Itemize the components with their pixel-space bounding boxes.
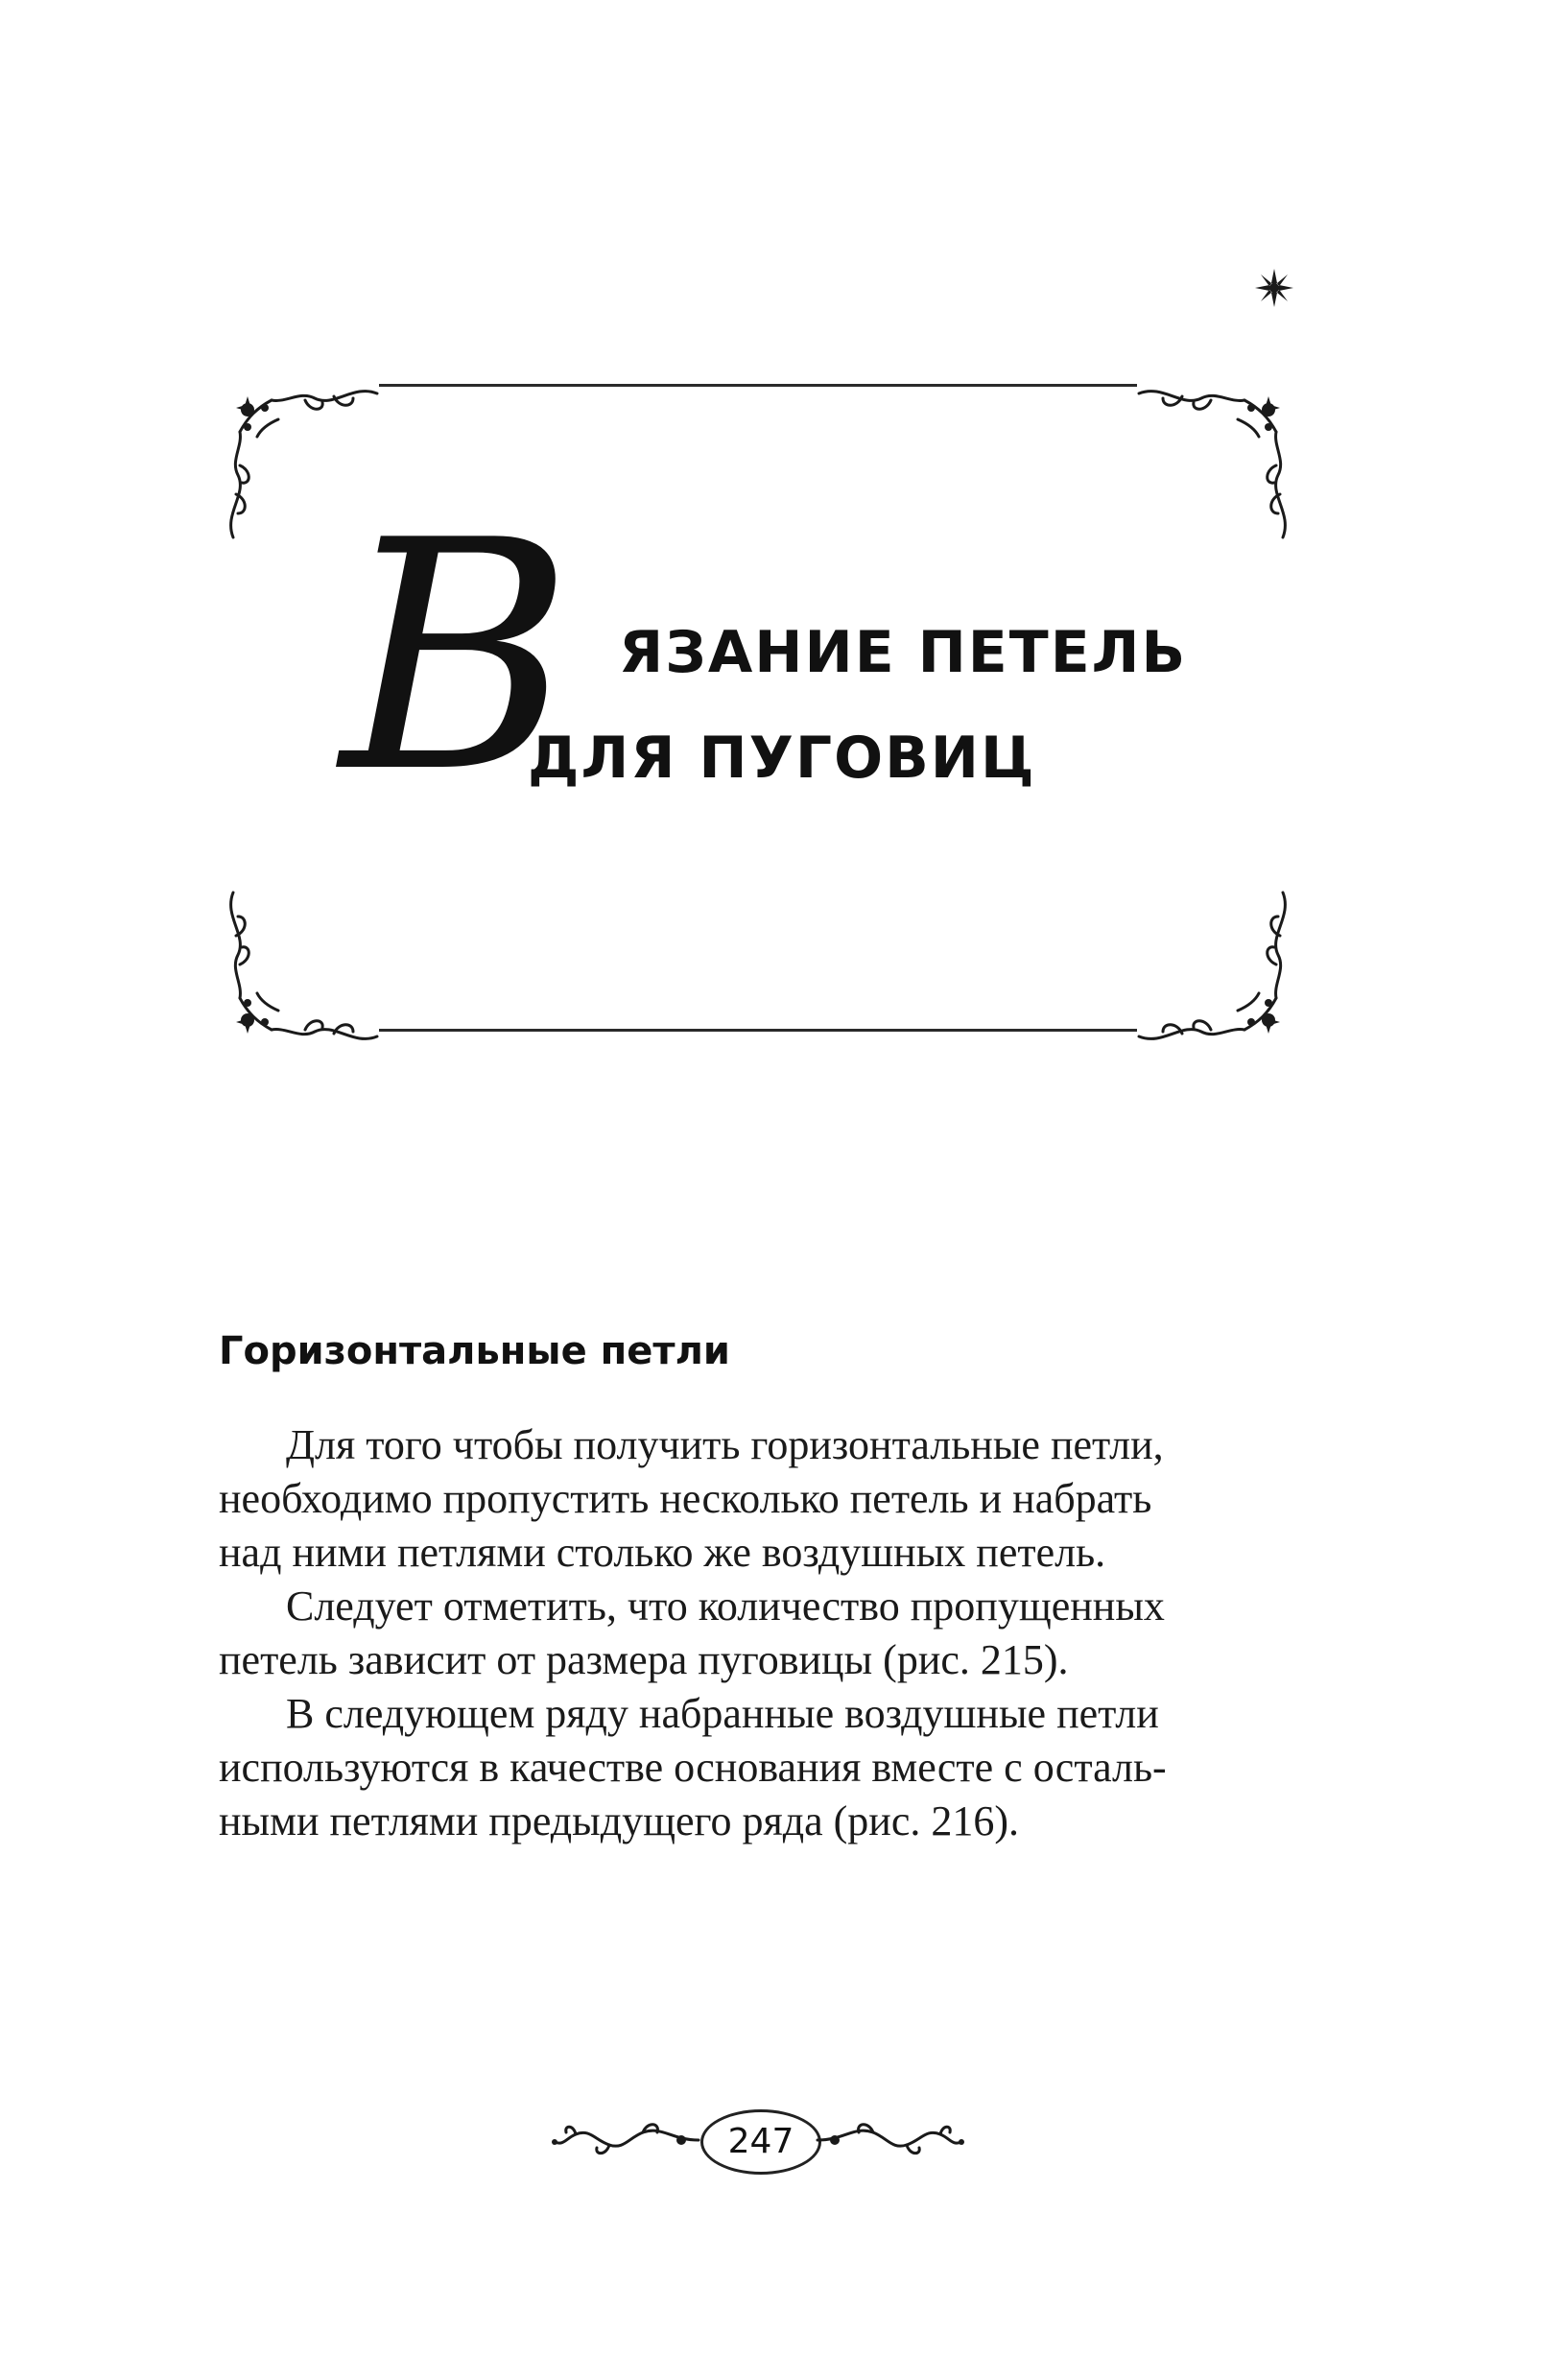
page-footer [547, 2102, 969, 2178]
body-text [219, 1418, 1293, 1848]
text-line: над ними петлями столько же воздушных петель. [219, 1529, 1106, 1576]
chapter-initial-letter: В [341, 473, 574, 842]
chapter-title-line-1: ЯЗАНИЕ ПЕТЕЛЬ [619, 619, 1188, 686]
bottom-frame-rule [379, 1029, 1137, 1032]
chapter-title-line-2: ДЛЯ ПУГОВИЦ [528, 725, 1036, 792]
text-line: петель зависит от размера пуговицы (рис. 215). [219, 1636, 1069, 1683]
footer-ornament-right-icon [816, 2111, 969, 2169]
paragraph [219, 1580, 1293, 1687]
text-line: используются в качестве основания вместе с осталь- [219, 1744, 1167, 1791]
text-line: В следующем ряду набранные воздушные петли [286, 1690, 1159, 1737]
text-line: Для того чтобы получить горизонтальные петли, [286, 1421, 1164, 1468]
corner-ornament-bottom-right-icon [1134, 888, 1297, 1051]
text-line: Следует отметить, что количество пропущенных [286, 1583, 1165, 1630]
paragraph [219, 1418, 1293, 1580]
corner-ornament-bottom-left-icon [219, 888, 382, 1051]
footer-ornament-left-icon [547, 2111, 700, 2169]
text-line: ными петлями предыдущего ряда (рис. 216). [219, 1797, 1020, 1844]
top-frame-rule [379, 384, 1137, 387]
floral-star-icon [1253, 267, 1295, 309]
page-number: 247 [700, 2109, 821, 2175]
paragraph [219, 1687, 1293, 1848]
section-heading: Горизонтальные петли [219, 1329, 730, 1373]
text-line: необходимо пропустить несколько петель и набрать [219, 1475, 1152, 1522]
